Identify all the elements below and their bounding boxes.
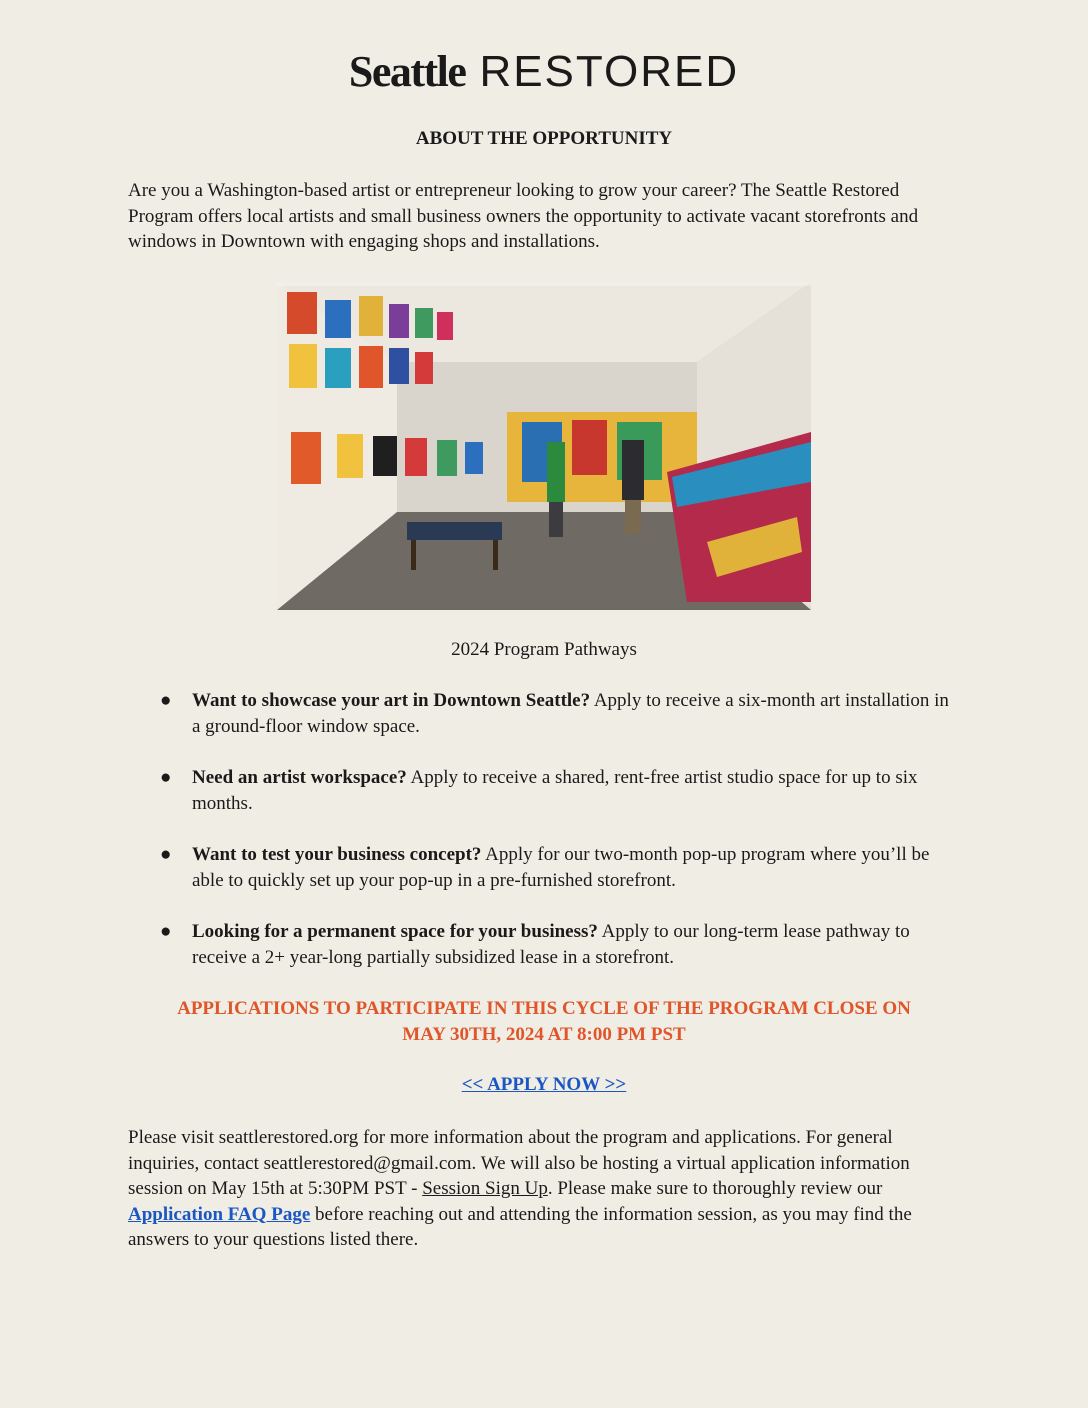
bullet-icon: ● <box>160 690 172 711</box>
pathway-description: Apply to our long-term lease pathway to receive a 2+ year-long partially subsidized lease in a storefront. <box>192 921 910 968</box>
closing-text-1: Please visit seattlerestored.org for more information about the program and applications. For general inquiries, contact seattlerestored@gmail.com. We will also be hosting a virtual application information session on May 15th at 5:30PM PST - <box>128 1127 910 1199</box>
pathway-title: Want to showcase your art in Downtown Seattle? <box>192 690 591 711</box>
list-item <box>160 919 960 970</box>
bullet-icon: ● <box>160 921 172 942</box>
pathways-list <box>160 688 960 996</box>
apply-now-link[interactable]: << APPLY NOW >> <box>461 1074 627 1095</box>
closing-text-2: . Please make sure to thoroughly review our <box>547 1178 883 1199</box>
list-item <box>160 765 960 816</box>
pathway-title: Need an artist workspace? <box>192 767 407 788</box>
closing-text-3: before reaching out and attending the information session, as you may find the answers to your questions listed there. <box>128 1203 912 1250</box>
bullet-icon: ● <box>160 844 172 865</box>
pathway-description: Apply to receive a shared, rent-free artist studio space for up to six months. <box>192 767 918 814</box>
closing-paragraph <box>128 1125 962 1253</box>
deadline-line-1: APPLICATIONS TO PARTICIPATE IN THIS CYCLE OF THE PROGRAM CLOSE ON <box>177 998 911 1019</box>
gallery-photo-illustration <box>277 282 811 610</box>
pathway-title: Looking for a permanent space for your business? <box>192 921 598 942</box>
deadline-notice <box>120 996 968 1048</box>
session-sign-up-link[interactable]: Session Sign Up <box>422 1178 548 1199</box>
pathway-description: Apply for our two-month pop-up program where you’ll be able to quickly set up your pop-up in a pre-furnished storefront. <box>192 844 930 891</box>
application-faq-link[interactable]: Application FAQ Page <box>128 1203 311 1225</box>
gallery-photo <box>277 282 811 610</box>
section-heading: ABOUT THE OPPORTUNITY <box>415 128 673 149</box>
pathway-title: Want to test your business concept? <box>192 844 482 865</box>
intro-paragraph: Are you a Washington-based artist or entrepreneur looking to grow your career? The Seattle Restored Program offers local artists and small business owners the opportunity to activate vacant storefronts and windows in Downtown with engaging shops and installations. <box>128 180 919 252</box>
bullet-icon: ● <box>160 767 172 788</box>
logo-wordmark: RESTORED <box>479 47 740 96</box>
apply-container <box>0 1074 1088 1096</box>
logo <box>0 46 1088 97</box>
photo-caption: 2024 Program Pathways <box>451 639 637 660</box>
deadline-line-2: MAY 30TH, 2024 AT 8:00 PM PST <box>402 1024 686 1045</box>
list-item <box>160 688 960 739</box>
list-item <box>160 842 960 893</box>
logo-script: Seattle <box>348 47 466 96</box>
pathway-description: Apply to receive a six-month art installation in a ground-floor window space. <box>192 690 949 737</box>
